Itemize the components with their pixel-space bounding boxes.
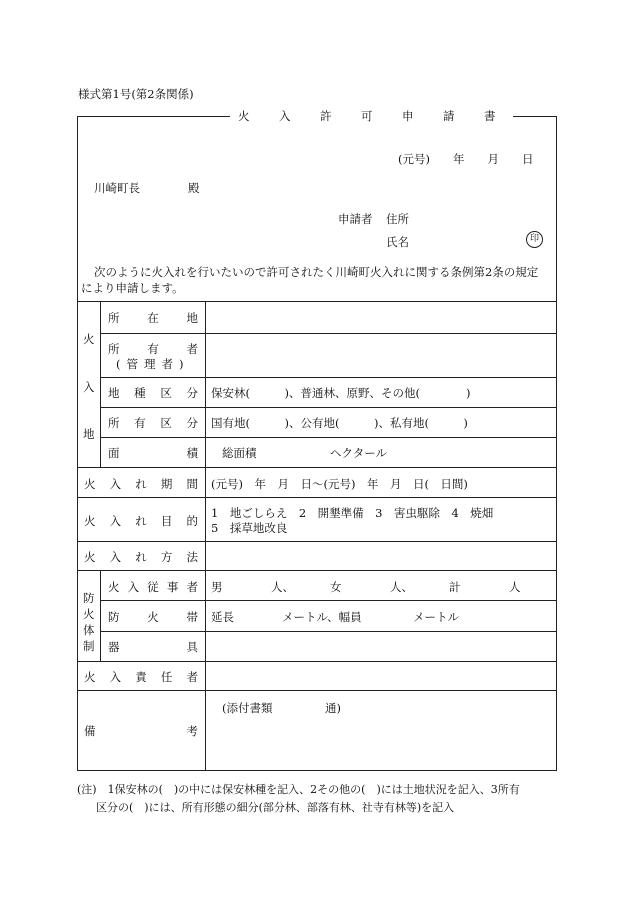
- note-line-2: 区分の( )には、所有形態の細分(部分林、部落有林、社寺有林等)を記入: [96, 801, 455, 814]
- group-divider: [100, 301, 101, 467]
- row-divider: [77, 690, 557, 691]
- sub-row-divider: [100, 333, 557, 334]
- sub-row-divider: [100, 377, 557, 378]
- firebreak-label: 防 火 帯: [108, 610, 198, 624]
- fire-group-char-1: 防: [83, 591, 95, 605]
- workers-person-2: 人、: [390, 580, 413, 594]
- row-divider: [77, 467, 557, 468]
- firebreak-meter-1: メートル、幅員: [282, 610, 362, 624]
- applicant-label: 申請者: [338, 212, 373, 226]
- sub-row-divider: [100, 407, 557, 408]
- purpose-line-1: 1 地ごしらえ 2 開墾準備 3 害虫駆除 4 焼畑: [211, 506, 494, 520]
- purpose-label: 火 入 れ 目 的: [84, 514, 198, 528]
- intro-line-1: 次のように火入れを行いたいので許可されたく川崎町火入れに関する条例第2条の規定: [94, 265, 539, 279]
- date-line: (元号) 年 月 日: [398, 152, 534, 166]
- attachments-label: (添付書類: [222, 701, 273, 715]
- sub-row-divider: [100, 437, 557, 438]
- sub-row-divider: [100, 600, 557, 601]
- honorific: 殿: [188, 181, 200, 195]
- land-type-value: 保安林( )、普通林、原野、その他( ): [211, 386, 471, 400]
- owner-label: 所 有 者: [108, 342, 198, 356]
- equipment-label: 器 具: [108, 640, 198, 654]
- purpose-line-2: 5 採草地改良: [211, 521, 288, 535]
- group-divider: [100, 570, 101, 661]
- fire-group-char-3: 体: [83, 623, 95, 637]
- area-total-label: 総面積: [222, 446, 257, 460]
- sub-row-divider: [100, 631, 557, 632]
- area-label: 面 積: [108, 446, 198, 460]
- addressee: 川崎町長: [94, 181, 140, 195]
- fire-group-char-4: 制: [83, 639, 95, 653]
- form-number-label: 様式第1号(第2条関係): [78, 87, 194, 101]
- workers-label: 火 入 従 事 者: [108, 580, 198, 594]
- workers-total: 計: [449, 580, 461, 594]
- location-label: 所 在 地: [108, 311, 198, 325]
- note-line-1: (注) 1保安林の( )の中には保安林種を記入、2その他の( )には土地状況を記入、3所有: [77, 783, 520, 796]
- firebreak-meter-2: メートル: [413, 610, 459, 624]
- workers-female: 女: [330, 580, 342, 594]
- land-type-label: 地 種 区 分: [108, 386, 198, 400]
- land-group-char-3: 地: [83, 427, 95, 441]
- row-divider: [77, 541, 557, 542]
- row-divider: [77, 301, 557, 302]
- method-label: 火 入 れ 方 法: [84, 550, 198, 564]
- row-divider: [77, 661, 557, 662]
- period-value: (元号) 年 月 日～(元号) 年 月 日( 日間): [211, 477, 468, 491]
- address-label: 住所: [386, 212, 409, 226]
- period-label: 火 入 れ 期 間: [84, 477, 198, 491]
- form-title: 火 入 許 可 申 請 書: [230, 108, 513, 124]
- attachments-unit: 通): [325, 701, 341, 715]
- row-divider: [77, 570, 557, 571]
- area-unit: ヘクタール: [330, 446, 388, 460]
- workers-person-1: 人、: [271, 580, 294, 594]
- owner-sub-label: (管理者): [116, 357, 190, 371]
- land-group-char-1: 火: [83, 332, 95, 346]
- workers-male: 男: [211, 580, 223, 594]
- ownership-label: 所 有 区 分: [108, 416, 198, 430]
- intro-line-2: により申請します。: [81, 281, 184, 295]
- name-label: 氏名: [386, 235, 409, 249]
- fire-group-char-2: 火: [83, 607, 95, 621]
- label-column-divider: [205, 301, 206, 771]
- firebreak-length: 延長: [211, 610, 234, 624]
- remarks-label: 備 考: [84, 724, 198, 738]
- land-group-char-2: 入: [83, 380, 95, 394]
- row-divider: [77, 497, 557, 498]
- ownership-value: 国有地( )、公有地( )、私有地( ): [211, 416, 468, 430]
- workers-person-3: 人: [509, 580, 521, 594]
- responsible-label: 火 入 責 任 者: [84, 670, 198, 684]
- seal-icon: 印: [526, 231, 543, 248]
